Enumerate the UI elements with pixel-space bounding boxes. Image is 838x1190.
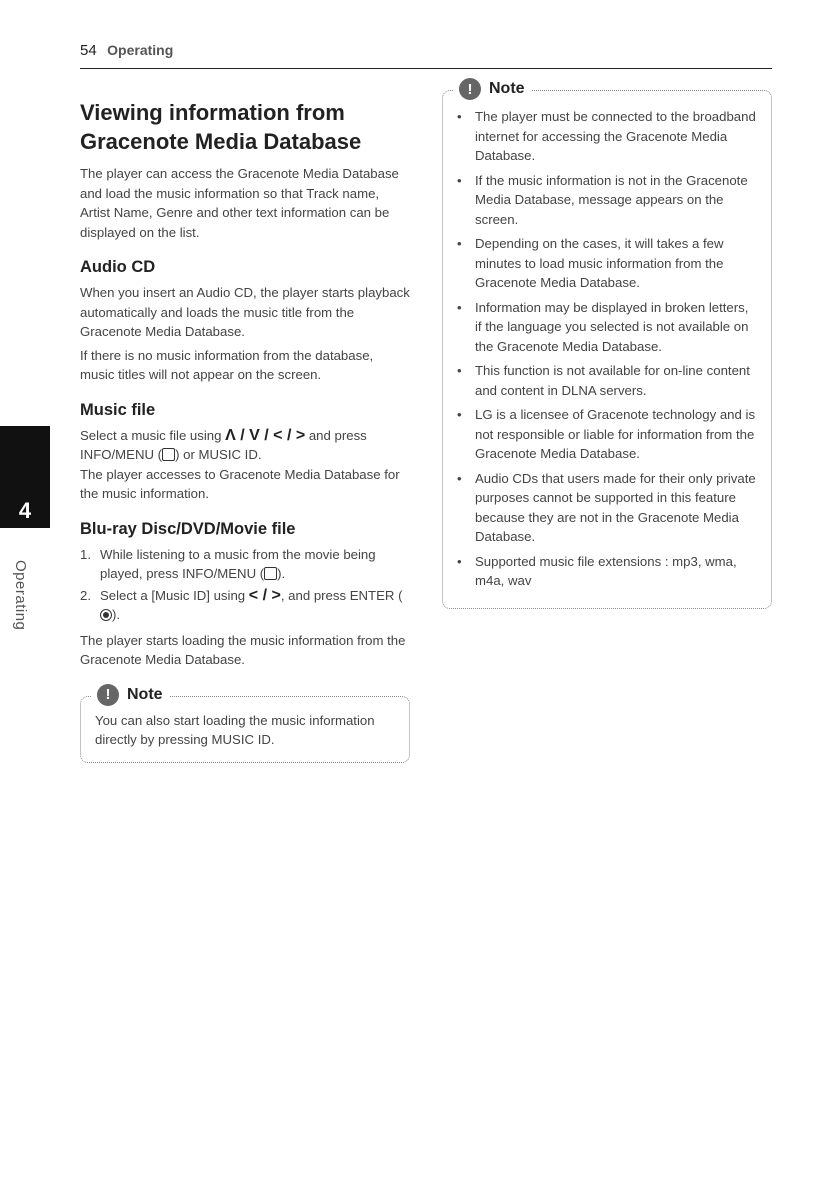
bullet-icon: • — [457, 236, 462, 251]
bullet-icon: • — [457, 299, 462, 315]
chapter-number: 4 — [18, 498, 32, 523]
bullet-icon: • — [457, 470, 462, 486]
list-item: • This function is not available for on-line content and content in DLNA servers. — [457, 361, 757, 400]
info-menu-icon — [162, 448, 175, 461]
exclamation-icon: ! — [459, 78, 481, 100]
list-item: • Audio CDs that users made for their only private purposes cannot be supported in this feature because they are not in the Gracenote Media Database. — [457, 469, 757, 547]
note-text: You can also start loading the music information directly by pressing MUSIC ID. — [95, 712, 375, 747]
note-title: Note — [127, 685, 163, 703]
page-number: 54 — [80, 42, 97, 59]
note-header — [91, 684, 169, 706]
music-file-heading: Music file — [80, 400, 156, 419]
arrow-keys: < / > — [248, 586, 281, 604]
step-1: 1. While listening to a music from the movie being played, press INFO/MENU ( ). — [80, 546, 376, 581]
list-item: • LG is a licensee of Gracenote technology and is not responsible or liable for information from the Gracenote Media Database. — [457, 405, 757, 464]
intro-text: The player can access the Gracenote Media Database and load the music information so that Track name, Artist Name, Genre and other text information can be displayed on the list. — [80, 166, 399, 240]
arrow-keys: Λ / V / < / > — [225, 426, 306, 444]
list-item: • Supported music file extensions : mp3, wma, m4a, wav — [457, 552, 757, 591]
audio-cd-heading: Audio CD — [80, 258, 156, 276]
note-title: Note — [489, 80, 525, 97]
info-menu-icon — [264, 567, 277, 580]
page-title: Viewing information from Gracenote Media Database — [80, 100, 362, 154]
chapter-tab — [0, 426, 50, 528]
section-title: Operating — [107, 42, 174, 58]
list-item: • Depending on the cases, it will takes a few minutes to load music information from the Gracenote Media Database. — [457, 234, 757, 293]
bullet-icon: • — [457, 363, 462, 378]
exclamation-icon: ! — [97, 684, 119, 706]
bullet-icon: • — [457, 172, 462, 188]
step-2: 2. Select a [Music ID] using < / >, and press ENTER (). — [80, 586, 403, 622]
page-header — [80, 42, 772, 69]
list-item: • If the music information is not in the Gracenote Media Database, message appears on the screen. — [457, 171, 757, 230]
note-box-right — [442, 80, 772, 609]
note-header — [453, 78, 531, 100]
bullet-icon: • — [457, 109, 462, 124]
audio-cd-text-2: If there is no music information from the database, music titles will not appear on the screen. — [80, 347, 374, 382]
note-list — [457, 107, 757, 591]
music-file-text-2: The player accesses to Gracenote Media Database for the music information. — [80, 466, 400, 501]
bullet-icon: • — [457, 553, 462, 569]
bluray-steps — [80, 545, 410, 625]
note-box-left — [80, 685, 410, 763]
bluray-after-text: The player starts loading the music information from the Gracenote Media Database. — [80, 632, 406, 667]
music-file-text-1: Select a music file using Λ / V / < / > and press INFO/MENU ( ) or MUSIC ID. — [80, 426, 367, 462]
bullet-icon: • — [457, 407, 462, 422]
bluray-heading: Blu-ray Disc/DVD/Movie file — [80, 519, 296, 538]
chapter-tab-label: Operating — [12, 560, 29, 631]
audio-cd-text-1: When you insert an Audio CD, the player starts playback automatically and loads the music title from the Gracenote Media Database. — [80, 285, 410, 339]
enter-icon — [100, 609, 112, 621]
list-item: • Information may be displayed in broken letters, if the language you selected is not available on the Gracenote Media Database. — [457, 298, 757, 357]
main-column — [80, 98, 410, 763]
side-column — [442, 80, 772, 609]
list-item: • The player must be connected to the broadband internet for accessing the Gracenote Media Database. — [457, 107, 757, 166]
